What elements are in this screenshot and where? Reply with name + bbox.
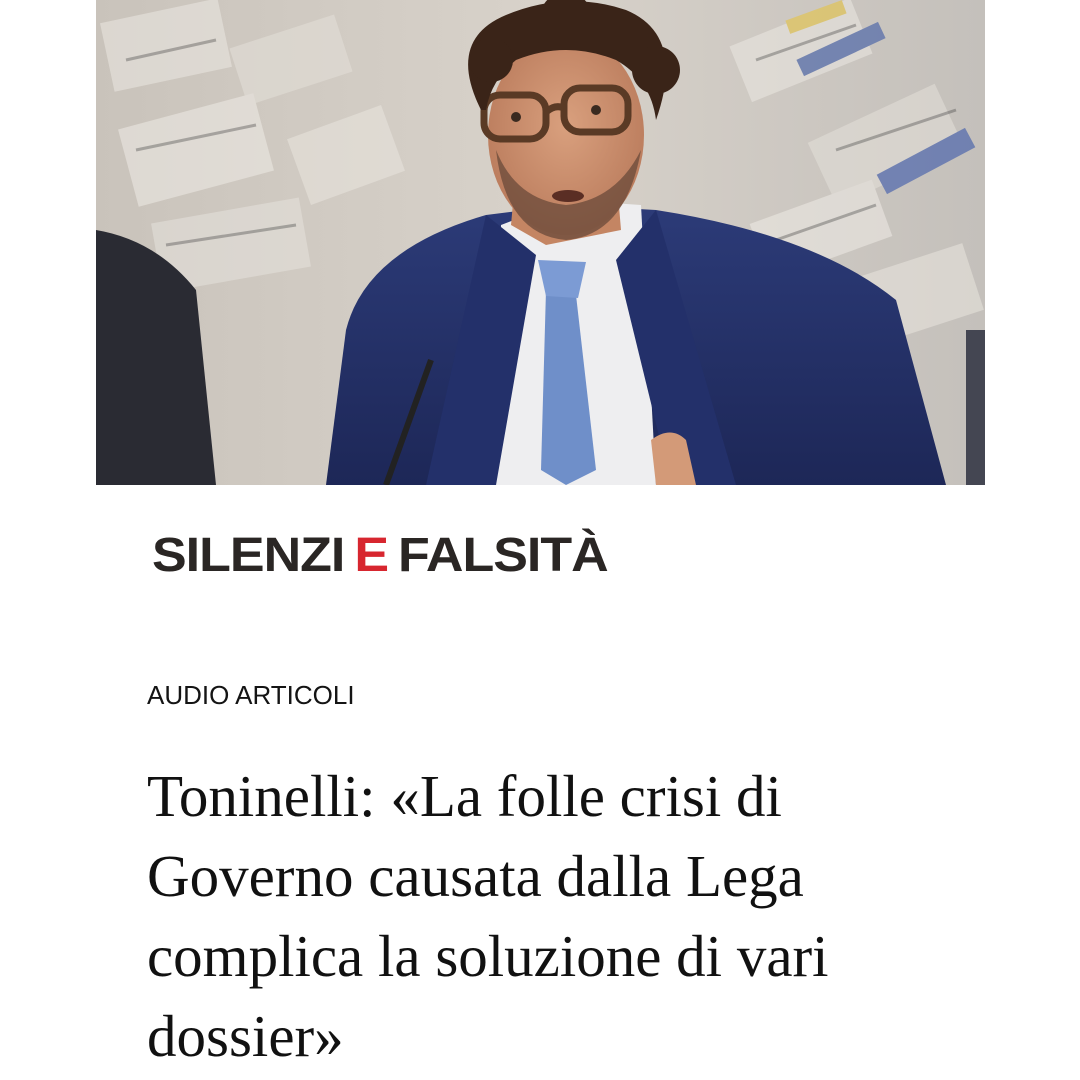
logo-word-falsita: FALSITÀ (398, 528, 608, 583)
hero-photo-illustration (96, 0, 985, 485)
logo-conjunction: E (354, 528, 389, 583)
publication-logo[interactable] (152, 528, 608, 583)
article-category[interactable]: AUDIO ARTICOLI (147, 680, 355, 710)
logo-word-silenzi: SILENZI (152, 528, 345, 583)
article-headline[interactable]: Toninelli: «La folle crisi di Governo causata dalla Lega complica la soluzione di vari dossier» (147, 763, 829, 1069)
article-hero-image[interactable] (96, 0, 985, 485)
